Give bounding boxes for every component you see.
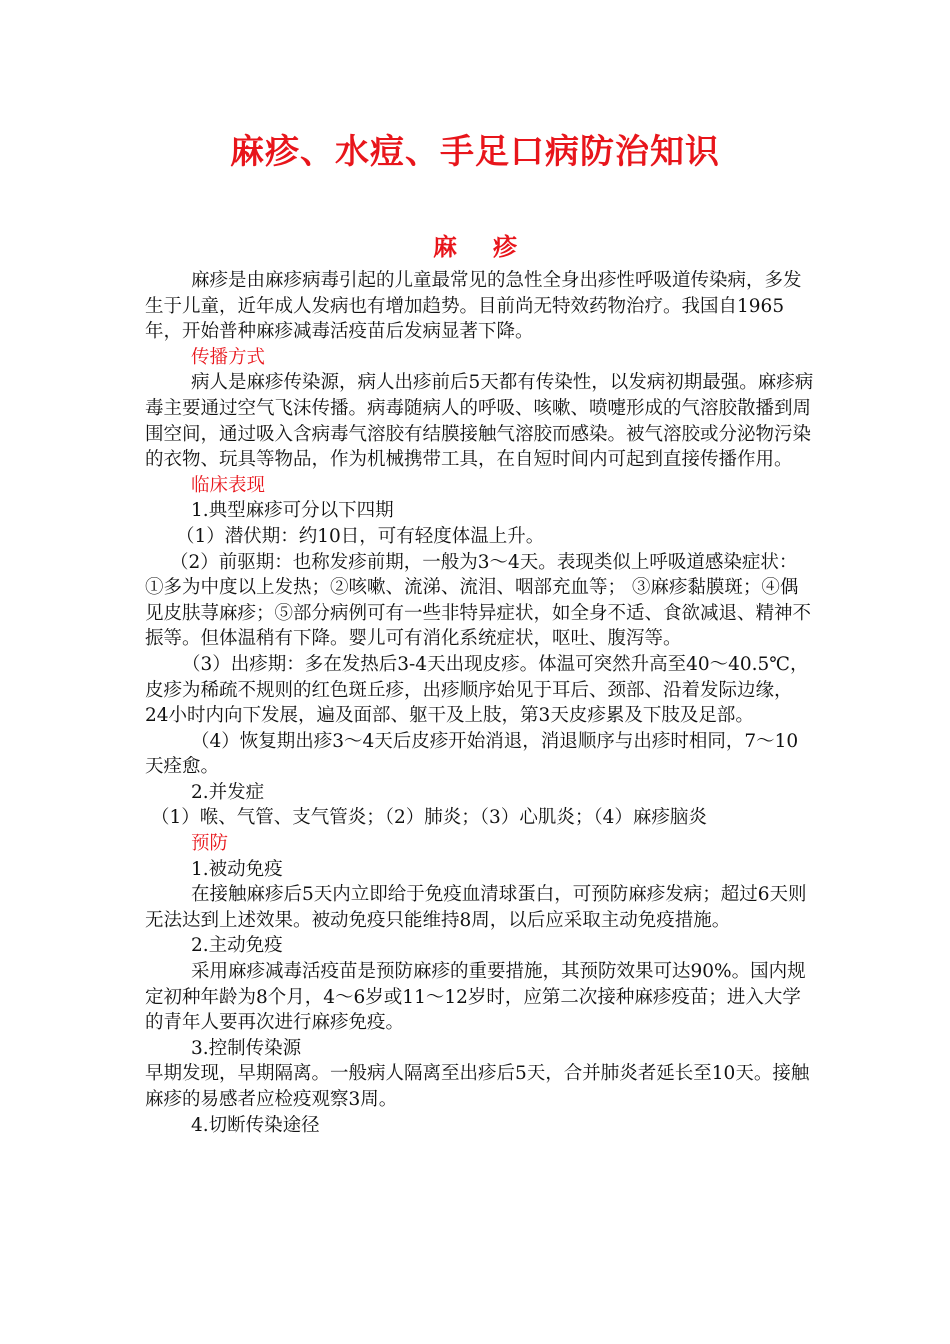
heading-transmission: 传播方式: [191, 346, 266, 368]
heading-clinical: 临床表现: [191, 474, 266, 496]
complications-heading: 2.并发症: [191, 781, 265, 803]
cut-transmission-heading: 4.切断传染途径: [191, 1114, 320, 1136]
clinical-incubation: （1）潜伏期：约10日，可有轻度体温上升。: [176, 525, 545, 547]
clinical-recovery: （4）恢复期出疹3～4天后皮疹开始消退，消退顺序与出疹时相同，7～10天痊愈。: [145, 730, 799, 778]
complications-list: （1）喉、气管、支气管炎；（2）肺炎；（3）心肌炎；（4）麻疹脑炎: [151, 807, 707, 829]
document-title: 麻疹、水痘、手足口病防治知识: [230, 132, 720, 172]
clinical-eruption: （3）出疹期：多在发热后3-4天出现皮疹。体温可突然升高至40～40.5℃，皮疹为稀疏不规则的红色斑丘疹，出疹顺序始见于耳后、颈部、沿着发际边缘，24小时内向下发展，遍及面部、躯干及上肢，第3天皮疹累及下肢及足部。: [145, 653, 809, 727]
section-title-measles: 麻疹: [433, 233, 553, 261]
control-source-heading: 3.控制传染源: [191, 1037, 302, 1059]
transmission-paragraph: 病人是麻疹传染源，病人出疹前后5天都有传染性，以发病初期最强。麻疹病毒主要通过空气飞沫传播。病毒随病人的呼吸、咳嗽、喷嚏形成的气溶胶散播到周围空间，通过吸入含病毒气溶胶有结膜接触气溶胶而感染。被气溶胶或分泌物污染的衣物、玩具等物品，作为机械携带工具，在自短时间内可起到直接传播作用。: [145, 372, 814, 471]
clinical-item-1: 1.典型麻疹可分以下四期: [191, 500, 394, 522]
passive-immunity-paragraph: 在接触麻疹后5天内立即给于免疫血清球蛋白，可预防麻疹发病；超过6天则无法达到上述效果。被动免疫只能维持8周，以后应采取主动免疫措施。: [145, 884, 807, 931]
control-source-paragraph: 早期发现，早期隔离。一般病人隔离至出疹后5天，合并肺炎者延长至10天。接触麻疹的易感者应检疫观察3周。: [145, 1063, 810, 1110]
intro-paragraph: 麻疹是由麻疹病毒引起的儿童最常见的急性全身出疹性呼吸道传染病，多发生于儿童，近年成人发病也有增加趋势。目前尚无特效药物治疗。我国自1965年，开始普种麻疹减毒活疫苗后发病显著下降。: [145, 270, 802, 343]
passive-immunity-heading: 1.被动免疫: [191, 858, 283, 880]
document-body: [145, 268, 815, 1138]
clinical-prodromal: （2）前驱期：也称发疹前期，一般为3～4天。表现类似上呼吸道感染症状：①多为中度以上发热；②咳嗽、流涕、流泪、咽部充血等； ③麻疹黏膜斑；④偶见皮肤荨麻疹；⑤部分病例可有一些非特异症状，如全身不适、食欲减退、精神不振等。但体温稍有下降。婴儿可有消化系统症状，呕吐、腹泻等。: [145, 551, 812, 650]
heading-prevention: 预防: [191, 833, 229, 855]
active-immunity-heading: 2.主动免疫: [191, 935, 283, 957]
active-immunity-paragraph: 采用麻疹减毒活疫苗是预防麻疹的重要措施，其预防效果可达90%。国内规定初种年龄为8个月，4～6岁或11～12岁时，应第二次接种麻疹疫苗；进入大学的青年人要再次进行麻疹免疫。: [145, 961, 806, 1034]
